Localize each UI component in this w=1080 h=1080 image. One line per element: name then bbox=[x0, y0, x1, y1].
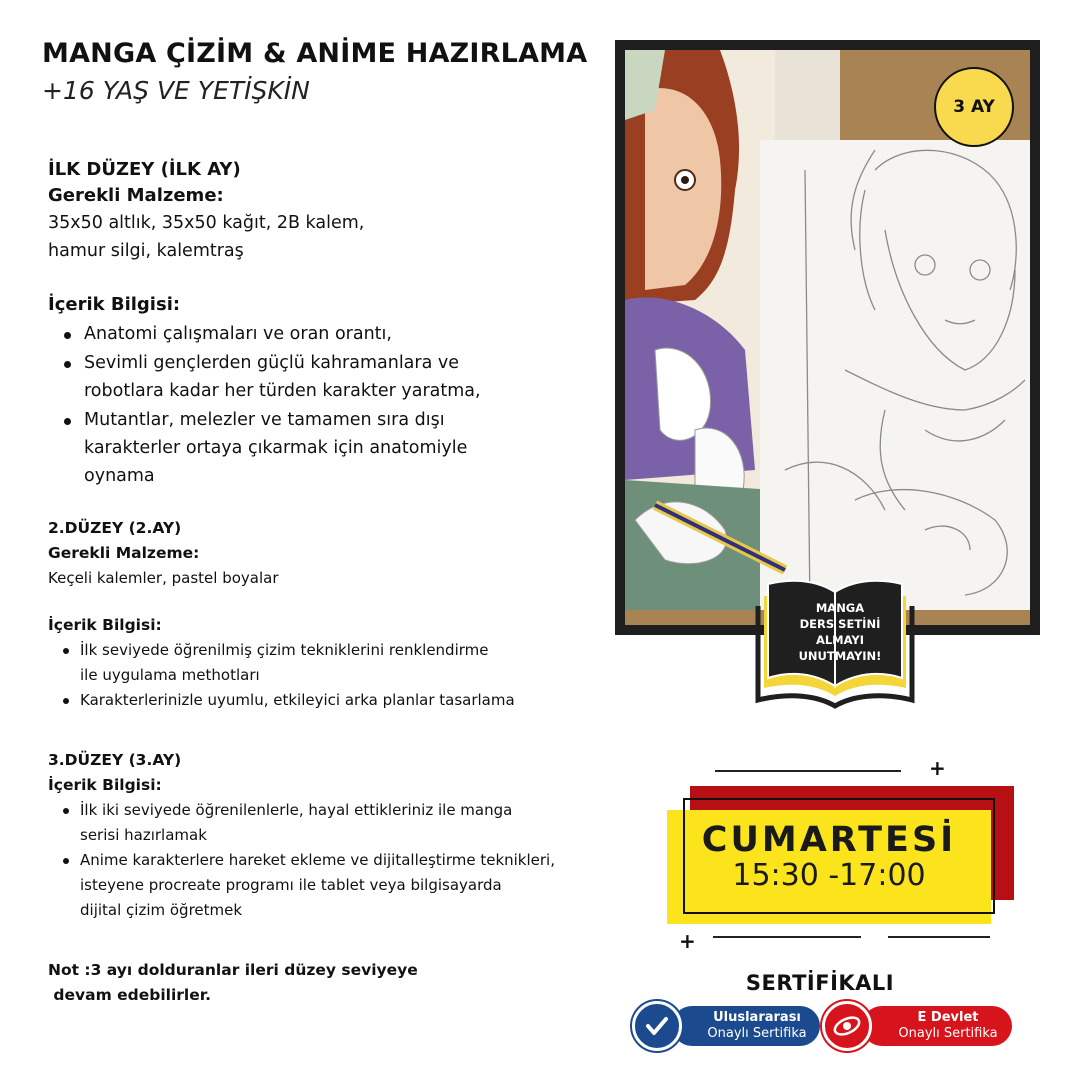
age-subtitle: +16 YAŞ VE YETİŞKİN bbox=[42, 76, 310, 105]
international-certificate-badge: Uluslararası Onaylı Sertifika bbox=[672, 1006, 820, 1046]
level1-materials-line: hamur silgi, kalemtraş bbox=[48, 241, 244, 261]
level1-content-list bbox=[48, 320, 568, 490]
book-badge-text: MANGA DERS SETİNİ ALMAYI UNUTMAYIN! bbox=[798, 601, 882, 663]
level2-content-label: İçerik Bilgisi: bbox=[48, 616, 162, 634]
plus-icon: + bbox=[929, 756, 946, 780]
edevlet-certificate-badge: E Devlet Onaylı Sertifika bbox=[862, 1006, 1012, 1046]
level1-section bbox=[48, 157, 568, 490]
certificates-title: SERTİFİKALI bbox=[745, 971, 895, 995]
edevlet-logo-icon bbox=[822, 1001, 872, 1051]
page-title: MANGA ÇİZİM & ANİME HAZIRLAMA bbox=[42, 38, 588, 69]
list-item: Karakterlerinizle uyumlu, etkileyici arka planlar tasarlama bbox=[48, 688, 588, 713]
level2-materials-label: Gerekli Malzeme: bbox=[48, 544, 200, 562]
divider bbox=[713, 936, 861, 938]
level1-materials-label: Gerekli Malzeme: bbox=[48, 185, 224, 206]
plus-icon: + bbox=[679, 929, 696, 953]
level3-content-label: İçerik Bilgisi: bbox=[48, 776, 162, 794]
divider bbox=[715, 770, 901, 772]
list-item: Anatomi çalışmaları ve oran orantı, bbox=[48, 320, 568, 348]
level2-heading: 2.DÜZEY (2.AY) bbox=[48, 519, 182, 537]
checkmark-icon bbox=[632, 1001, 682, 1051]
list-item: Anime karakterlere hareket ekleme ve dijitalleştirme teknikleri, isteyene procreate programı ile tablet veya bilgisayarda dijital çizim öğretmek bbox=[48, 848, 608, 923]
list-item: İlk iki seviyede öğrenilenlerle, hayal ettikleriniz ile manga serisi hazırlamak bbox=[48, 798, 608, 848]
level2-section bbox=[48, 516, 588, 713]
level3-content-list bbox=[48, 798, 608, 923]
level1-heading: İLK DÜZEY (İLK AY) bbox=[48, 159, 241, 180]
level3-section bbox=[48, 748, 608, 923]
list-item: İlk seviyede öğrenilmiş çizim tekniklerini renklendirme ile uygulama methotları bbox=[48, 638, 588, 688]
list-item: Sevimli gençlerden güçlü kahramanlara ve robotlara kadar her türden karakter yaratma, bbox=[48, 349, 568, 405]
level2-materials: Keçeli kalemler, pastel boyalar bbox=[48, 569, 279, 587]
level1-content-label: İçerik Bilgisi: bbox=[48, 294, 181, 315]
note-text: Not :3 ayı dolduranlar ileri düzey seviyeye devam edebilirler. bbox=[48, 961, 418, 1004]
level2-content-list bbox=[48, 638, 588, 713]
duration-badge: 3 AY bbox=[934, 67, 1014, 147]
schedule-time: 15:30 -17:00 bbox=[732, 858, 926, 893]
schedule-day: CUMARTESİ bbox=[701, 820, 957, 860]
divider bbox=[888, 936, 990, 938]
level1-materials-line: 35x50 altlık, 35x50 kağıt, 2B kalem, bbox=[48, 213, 365, 233]
list-item: Mutantlar, melezler ve tamamen sıra dışı karakterler ortaya çıkarmak için anatomiyle oynama bbox=[48, 406, 568, 490]
level3-heading: 3.DÜZEY (3.AY) bbox=[48, 751, 182, 769]
